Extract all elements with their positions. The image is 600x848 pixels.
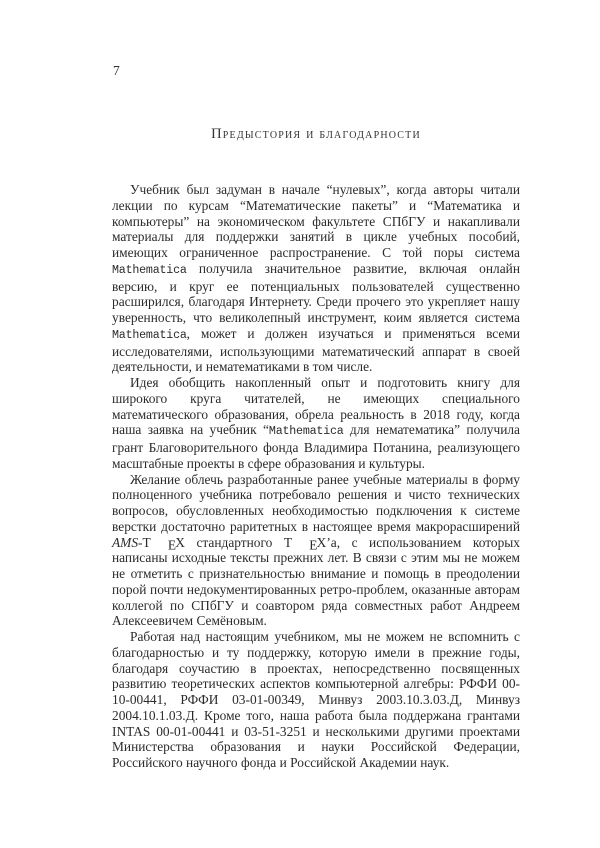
inline-code-text: Mathematica bbox=[268, 425, 344, 439]
text-segment: Желание облечь разработанные ранее учебные материалы в форму полноценного учебника потребовало решения и чисто технических вопросов, обусловленных необходимостью подключения к системе верстки достаточно раритетных в настоящее время макрорасширений bbox=[112, 471, 520, 534]
paragraph bbox=[112, 472, 520, 630]
text-segment: для нематематика” получила грант Благоворительного фонда Владимира Потанина, реализующего масштабные проекты в сфере образования и культуры. bbox=[112, 422, 520, 471]
text-segment: Идея обобщить накопленный опыт и подготовить книгу для широкого круга читателей, не имеющих специального математического образования, обрела реальность в 2018 году, когда наша заявка на учебник “ bbox=[112, 375, 520, 438]
inline-code-text: Mathematica bbox=[112, 328, 187, 342]
paragraph bbox=[112, 375, 520, 472]
text-segment: E bbox=[167, 537, 177, 553]
text-segment: X’а, с использованием которых написаны исходные тексты прежних лет. В связи с этим мы не можем не отметить с признательностью внимание и помощь в преодолении порой почти недокументированных ретро-проблем, оказанные авторам коллегой по СПбГУ и соавтором ряда совместных работ Андреем Алексеевичем Семёновым. bbox=[112, 534, 520, 629]
text-segment: -T bbox=[138, 534, 151, 550]
body-text bbox=[112, 182, 520, 771]
page-number: 7 bbox=[113, 63, 120, 78]
paragraph bbox=[112, 629, 520, 771]
text-segment: X стандартного T bbox=[175, 534, 293, 550]
text-segment: , может и должен изучаться и применяться всеми исследователями, использующими математический аппарат в своей деятельности, и нематематиками в том числе. bbox=[112, 325, 520, 375]
text-segment: E bbox=[309, 537, 318, 553]
inline-code-text: Mathematica bbox=[112, 263, 187, 277]
paragraph bbox=[112, 182, 520, 375]
text-segment: Работая над настоящим учебником, мы не можем не вспомнить с благодарностью и ту поддержку, которую имели в прежние годы, благодаря соучастию в проектах, непосредственно посвященных развитию теоретических аспектов компьютерной алгебры: РФФИ 00-10-00441, РФФИ 03-01-00349, Минвуз 2003.10.3.03.Д, Минвуз 2004.10.1.03.Д. Кроме того, наша работа была поддержана грантами INTAS 00-01-00441 и 03-51-3251 и несколькими другими проектами Министерства образования и науки Российской Федерации, Российского научного фонда и Российской Академии наук. bbox=[112, 629, 520, 770]
chapter-heading: Предыстория и благодарности bbox=[211, 126, 421, 142]
text-segment: получила значительное развитие, включая онлайн версию, и круг ее потенциальных пользователей существенно расширился, благодаря Интернету. Среди прочего это укрепляет нашу уверенность, что великолепный инструмент, коим является система bbox=[112, 260, 520, 325]
text-segment: Учебник был задуман в начале “нулевых”, когда авторы читали лекции по курсам “Математические пакеты” и “Математика и компьютеры” на экономическом факультете СПбГУ и накапливали материалы для поддержки занятий в цикле учебных пособий, имеющих ограниченное распространение. С той поры система bbox=[112, 182, 520, 260]
text-segment: AMS bbox=[112, 534, 139, 550]
